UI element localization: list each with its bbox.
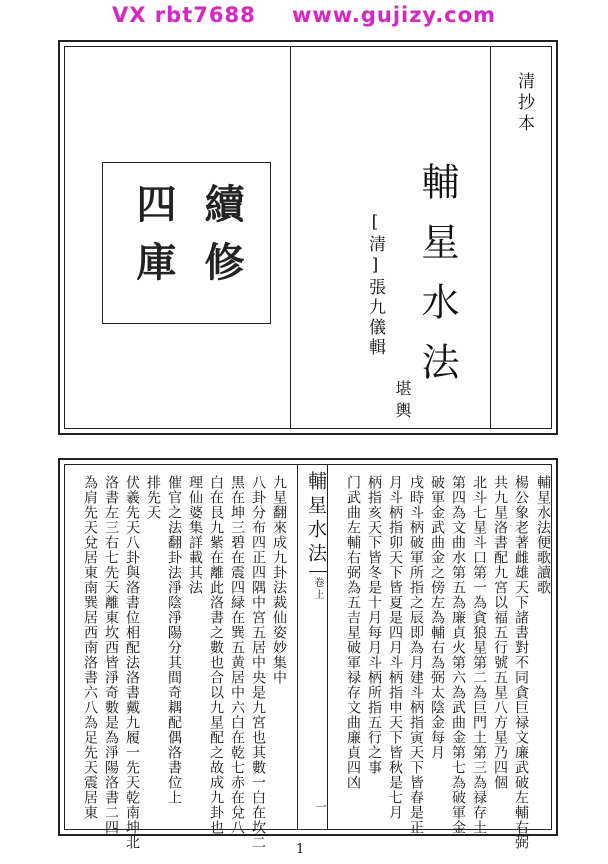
text-page xyxy=(58,458,558,850)
text-column: 白在艮九紫在離此洛書之數也合以九星配之故成九卦也 xyxy=(208,475,224,835)
fold-volume: 卷上 xyxy=(312,577,323,601)
text-column: 门武曲左輔右弼為五吉星破軍禄存文曲廉貞四凶 xyxy=(345,475,361,790)
edition-divider xyxy=(490,47,491,428)
text-column: 破軍金武曲金之傍左為輔右為弼太陰金每月 xyxy=(429,475,445,760)
text-column: 洛書左三右七先天離東坎西皆淨奇數是為淨陽洛書二四 xyxy=(103,475,119,835)
title-page xyxy=(58,40,558,435)
text-column: 伏羲先天八卦與洛書位相配法洛書戴九履一先天乾南坤北 xyxy=(124,475,140,850)
seal-line-1: 續修 xyxy=(198,183,245,299)
text-column: 八卦分布四正四隅中宮五居中央是九宮也其數一白在坎二 xyxy=(250,475,266,850)
title-page-frame xyxy=(64,46,552,429)
subject-label: 堪輿 xyxy=(393,380,412,424)
text-column: 為肩先天兌居東南巽居西南洛書六八為足先天震居東 xyxy=(82,475,98,820)
text-page-frame xyxy=(64,464,552,850)
author-label: [清]張九儀輯 xyxy=(365,212,385,358)
text-column: 催官之法翻卦法淨陰淨陽分其間奇耦配偶洛書位上 xyxy=(166,475,182,805)
text-column: 月斗柄指卯天下皆夏是四月斗柄指申天下皆秋是七月 xyxy=(387,475,403,820)
title-divider xyxy=(290,47,291,428)
series-seal xyxy=(102,162,271,324)
text-column: 楊公象老著雌雄天下諸書對不同貪巨禄文廉武破左輔右弼 xyxy=(513,475,529,850)
watermark-wechat: VX rbt7688 xyxy=(112,3,256,27)
seal-line-2: 四庫 xyxy=(130,183,177,299)
text-column: 排先天 xyxy=(145,475,161,520)
text-column: 輔星水法便歌讀歌 xyxy=(535,475,551,595)
fish-tail-mark xyxy=(309,571,327,576)
fold-title: 輔星水法 xyxy=(305,471,327,567)
text-column: 戌時斗柄破軍所指之辰即為月建斗柄指寅天下皆春是正 xyxy=(408,475,424,835)
text-column: 柄指亥天下皆冬是十月每月斗柄所指五行之事 xyxy=(366,475,382,775)
watermark xyxy=(0,3,608,27)
text-column: 共九星洛書配九宮以福五行號五星八方星乃四個 xyxy=(492,475,508,790)
text-column: 北斗七星斗口第一為貪狼星第二為巨門土第三為禄存土 xyxy=(471,475,487,835)
text-column: 九星翻來成九卦法裁仙姿妙集中 xyxy=(271,475,287,685)
fold-left-rule xyxy=(297,465,298,829)
edition-label: 清抄本 xyxy=(514,72,534,135)
text-column: 黒在坤三碧在震四緑在巽五黄居中六白在乾七赤在兌八 xyxy=(229,475,245,835)
text-column: 第四為文曲水第五為廉貞火第六為武曲金第七為破軍金 xyxy=(450,475,466,835)
watermark-url: www.gujizy.com xyxy=(292,3,496,27)
text-column: 理仙婆集詳載其法 xyxy=(187,475,203,595)
page-number: 1 xyxy=(296,842,305,857)
fold-leaf-number: 一 xyxy=(314,801,327,812)
book-title: 輔星水法 xyxy=(415,162,459,402)
